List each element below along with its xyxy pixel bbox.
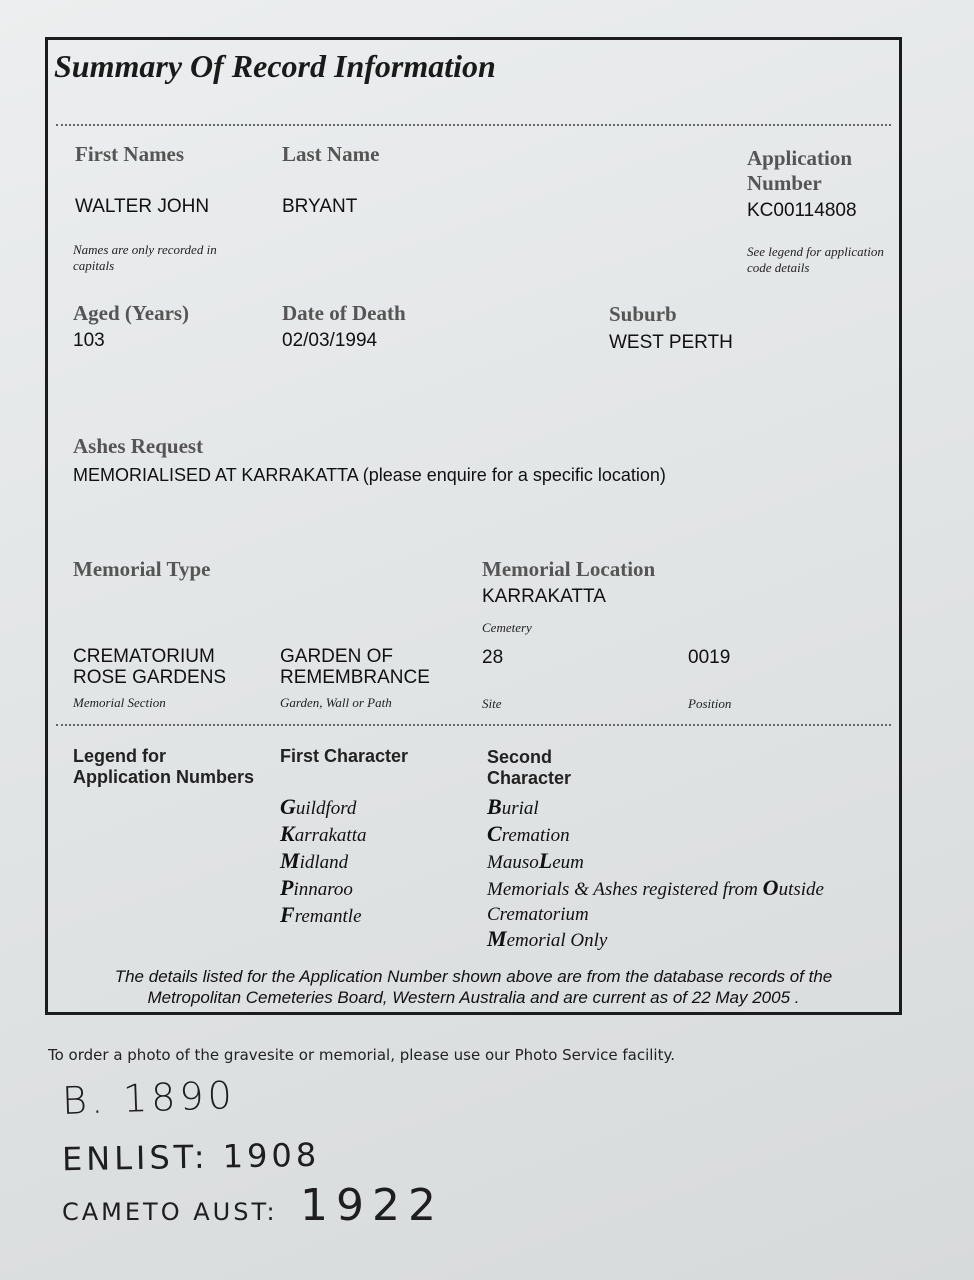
legend-item: Memorial Only bbox=[487, 926, 608, 951]
names-capitals-note: Names are only recorded in capitals bbox=[73, 242, 217, 273]
memorial-location-value: KARRAKATTA bbox=[482, 586, 606, 607]
second-character-list bbox=[487, 794, 824, 953]
legend-heading-line-1: Legend for bbox=[73, 746, 166, 766]
database-footnote bbox=[48, 966, 899, 1008]
date-of-death-label: Date of Death bbox=[282, 301, 406, 325]
legend-item: Pinnaroo bbox=[280, 875, 353, 900]
garden-wall-path-label: Garden, Wall or Path bbox=[280, 695, 392, 710]
database-footnote-line-2: Metropolitan Cemeteries Board, Western Australia and are current as of 22 May 2005 . bbox=[147, 988, 800, 1007]
handwritten-birth: B. 1890 bbox=[61, 1072, 237, 1124]
second-character-heading-line-2: Character bbox=[487, 768, 572, 788]
ashes-request-label: Ashes Request bbox=[73, 434, 204, 458]
memorial-section-value-1: CREMATORIUM bbox=[73, 646, 215, 667]
last-name-value: BRYANT bbox=[282, 196, 358, 217]
date-of-death-value: 02/03/1994 bbox=[282, 330, 378, 351]
cemetery-label: Cemetery bbox=[482, 620, 532, 635]
position-value: 0019 bbox=[688, 647, 731, 668]
suburb-label: Suburb bbox=[609, 302, 677, 326]
memorial-section-label: Memorial Section bbox=[73, 695, 166, 710]
memorial-section-value-2: ROSE GARDENS bbox=[73, 667, 227, 688]
legend-item: Crematorium bbox=[487, 904, 589, 925]
memorial-location-label: Memorial Location bbox=[482, 557, 656, 581]
second-character-heading bbox=[487, 747, 571, 789]
application-number-value: KC00114808 bbox=[747, 200, 857, 221]
handwritten-arrival-label: CAMETO AUST: bbox=[62, 1198, 278, 1226]
legend-heading-line-2: Application Numbers bbox=[73, 767, 255, 787]
application-number-label: Application Number bbox=[747, 146, 853, 195]
first-names-label: First Names bbox=[75, 142, 185, 166]
site-value: 28 bbox=[482, 647, 504, 668]
legend-item: Midland bbox=[280, 848, 349, 873]
title-divider bbox=[56, 124, 891, 126]
legend-item: Memorials & Ashes registered from Outside bbox=[487, 875, 824, 900]
legend-divider bbox=[56, 724, 891, 726]
first-names-value: WALTER JOHN bbox=[75, 196, 210, 217]
legend-item: Guildford bbox=[280, 794, 357, 819]
last-name-label: Last Name bbox=[282, 142, 380, 166]
legend-heading bbox=[73, 746, 254, 788]
suburb-value: WEST PERTH bbox=[609, 332, 733, 353]
garden-value-1: GARDEN OF bbox=[280, 646, 393, 667]
aged-value: 103 bbox=[73, 330, 105, 351]
legend-item: Fremantle bbox=[280, 902, 362, 927]
legend-item: Burial bbox=[487, 794, 539, 819]
first-character-list bbox=[280, 794, 366, 929]
site-label: Site bbox=[482, 696, 502, 711]
legend-item: Cremation bbox=[487, 821, 570, 846]
record-summary-box bbox=[45, 37, 902, 1015]
photo-service-note: To order a photo of the gravesite or memorial, please use our Photo Service facility. bbox=[48, 1046, 675, 1064]
legend-item: MausoLeum bbox=[487, 848, 584, 873]
handwritten-enlist: ENLIST: 1908 bbox=[61, 1135, 321, 1179]
see-legend-note: See legend for application code details bbox=[747, 244, 884, 275]
ashes-request-value: MEMORIALISED AT KARRAKATTA (please enquire for a specific location) bbox=[73, 465, 666, 485]
first-character-heading: First Character bbox=[280, 746, 409, 766]
handwritten-arrival-year: 1922 bbox=[300, 1180, 444, 1231]
second-character-heading-line-1: Second bbox=[487, 747, 553, 767]
legend-item: Karrakatta bbox=[280, 821, 367, 846]
garden-value-2: REMEMBRANCE bbox=[280, 667, 430, 688]
page-title: Summary Of Record Information bbox=[54, 48, 496, 84]
position-label: Position bbox=[688, 696, 732, 711]
memorial-type-label: Memorial Type bbox=[73, 557, 211, 581]
database-footnote-line-1: The details listed for the Application Number shown above are from the database records of the bbox=[114, 967, 833, 986]
aged-label: Aged (Years) bbox=[73, 301, 190, 325]
